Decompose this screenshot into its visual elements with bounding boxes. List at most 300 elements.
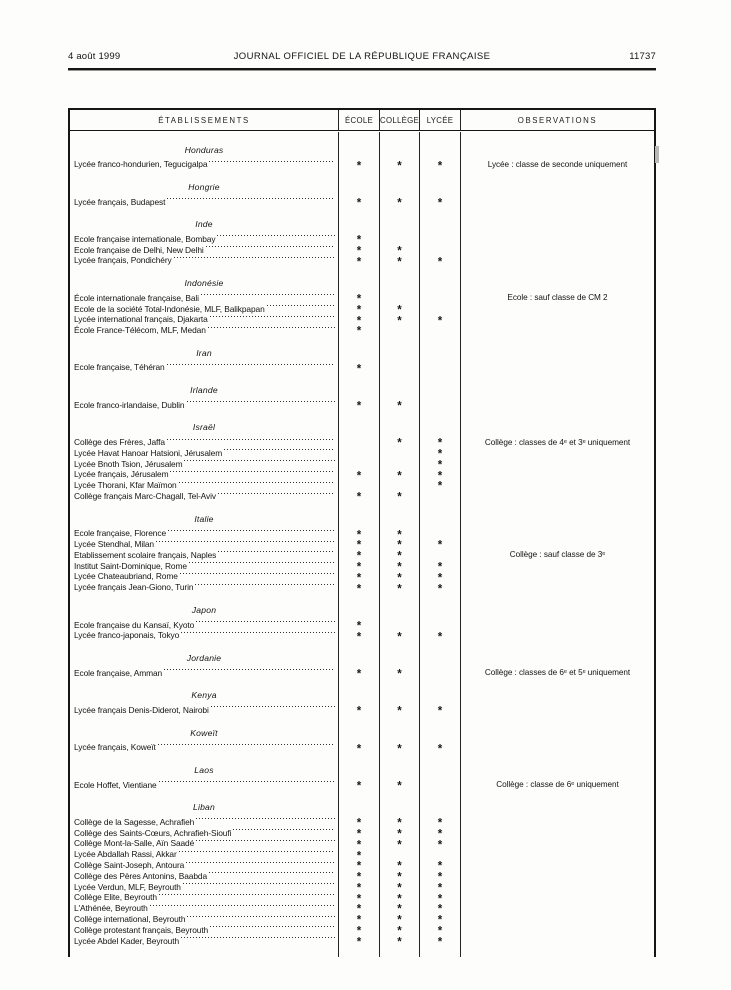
table-header-row bbox=[70, 110, 654, 131]
lycee-cell bbox=[419, 667, 460, 679]
establishment-cell bbox=[70, 255, 338, 267]
lycee-cell bbox=[419, 538, 460, 550]
ecole-cell bbox=[338, 881, 379, 893]
college-cell bbox=[379, 582, 419, 594]
ecole-cell bbox=[338, 902, 379, 914]
observations-cell bbox=[460, 196, 654, 208]
school-row bbox=[70, 935, 654, 949]
ecole-cell bbox=[338, 859, 379, 871]
asterisk-mark: * bbox=[356, 914, 362, 927]
asterisk-mark: * bbox=[356, 620, 362, 633]
country-heading: Indonésie bbox=[184, 277, 224, 288]
ecole-cell bbox=[338, 399, 379, 411]
establishment-cell bbox=[70, 582, 338, 594]
asterisk-mark: * bbox=[437, 882, 443, 895]
asterisk-mark: * bbox=[397, 160, 402, 172]
country-row bbox=[70, 715, 654, 742]
observation-text: Collège : classes de 6ᵉ et 5ᵉ uniquement bbox=[484, 668, 631, 678]
country-cell bbox=[70, 265, 338, 292]
observations-cell bbox=[460, 838, 654, 850]
country-cell bbox=[70, 752, 338, 779]
asterisk-mark: * bbox=[397, 561, 402, 574]
ecole-cell bbox=[338, 169, 379, 196]
observations-cell bbox=[460, 704, 654, 716]
country-heading: Italie bbox=[194, 513, 214, 524]
establishment-cell bbox=[70, 447, 338, 459]
establishment-cell bbox=[70, 913, 338, 925]
lycee-cell bbox=[419, 335, 460, 362]
asterisk-mark: * bbox=[397, 256, 402, 269]
lycee-cell bbox=[419, 410, 460, 437]
establishment-name: Collège Saint-Joseph, Antoura bbox=[74, 860, 185, 871]
ecole-cell bbox=[338, 678, 379, 705]
ecole-cell bbox=[338, 715, 379, 742]
asterisk-mark: * bbox=[397, 400, 402, 413]
lycee-cell bbox=[419, 859, 460, 871]
establishment-cell bbox=[70, 704, 338, 716]
observations-cell bbox=[460, 667, 654, 679]
college-cell bbox=[379, 436, 419, 448]
observations-cell bbox=[460, 410, 654, 437]
college-cell bbox=[379, 207, 419, 234]
ecole-cell bbox=[338, 255, 379, 267]
lycee-cell bbox=[419, 169, 460, 196]
ecole-cell bbox=[338, 667, 379, 679]
ecole-cell bbox=[338, 560, 379, 572]
country-row bbox=[70, 592, 654, 619]
country-cell bbox=[70, 640, 338, 667]
col-header-lycee: LYCÉE bbox=[419, 110, 460, 130]
asterisk-mark: * bbox=[397, 925, 402, 938]
observations-cell bbox=[460, 255, 654, 267]
establishment-name: Collège de la Sagesse, Achrafieh bbox=[74, 816, 195, 827]
observations-cell bbox=[460, 870, 654, 882]
asterisk-mark: * bbox=[437, 893, 443, 906]
asterisk-mark: * bbox=[437, 828, 443, 841]
asterisk-mark: * bbox=[356, 583, 362, 596]
observations-cell bbox=[460, 399, 654, 411]
observations-cell bbox=[460, 549, 654, 561]
ecole-cell bbox=[338, 630, 379, 642]
observations-cell bbox=[460, 892, 654, 904]
establishment-cell bbox=[70, 870, 338, 882]
lycee-cell bbox=[419, 752, 460, 779]
establishment-cell bbox=[70, 436, 338, 448]
college-cell bbox=[379, 630, 419, 642]
establishment-name: Lycée Havat Hanoar Hatsioni, Jérusalem bbox=[74, 447, 223, 458]
asterisk-mark: * bbox=[397, 860, 402, 873]
page-number: 11737 bbox=[629, 51, 656, 62]
school-row bbox=[70, 619, 654, 633]
asterisk-mark: * bbox=[437, 448, 443, 461]
establishment-cell bbox=[70, 859, 338, 871]
country-cell bbox=[70, 678, 338, 705]
observations-cell bbox=[460, 816, 654, 828]
asterisk-mark: * bbox=[437, 936, 443, 949]
establishment-name: Etablissement scolaire français, Naples bbox=[74, 549, 217, 560]
ecole-cell bbox=[338, 372, 379, 399]
observations-cell bbox=[460, 362, 654, 374]
asterisk-mark: * bbox=[356, 363, 362, 376]
asterisk-mark: * bbox=[356, 256, 362, 269]
establishment-name: Lycée Bnoth Tsion, Jérusalem bbox=[74, 458, 183, 469]
observations-cell bbox=[460, 827, 654, 839]
ecole-cell bbox=[338, 265, 379, 292]
school-row bbox=[70, 292, 654, 306]
observations-cell bbox=[460, 233, 654, 245]
asterisk-mark: * bbox=[437, 437, 443, 450]
observation-text: Collège : sauf classe de 3ᵉ bbox=[509, 550, 606, 560]
ecole-cell bbox=[338, 528, 379, 540]
establishment-cell bbox=[70, 469, 338, 481]
asterisk-mark: * bbox=[356, 903, 362, 916]
asterisk-mark: * bbox=[437, 561, 443, 574]
college-cell bbox=[379, 528, 419, 540]
establishment-cell bbox=[70, 935, 338, 947]
asterisk-mark: * bbox=[397, 914, 402, 927]
school-row bbox=[70, 399, 654, 413]
observations-cell bbox=[460, 924, 654, 936]
school-row bbox=[70, 436, 654, 450]
establishment-cell bbox=[70, 816, 338, 828]
observation-text: Collège : classes de 4ᵉ et 3ᵉ uniquement bbox=[484, 437, 631, 447]
school-row bbox=[70, 827, 654, 841]
ecole-cell bbox=[338, 469, 379, 481]
observations-cell bbox=[460, 372, 654, 399]
asterisk-mark: * bbox=[356, 529, 362, 542]
lycee-cell bbox=[419, 233, 460, 245]
ecole-cell bbox=[338, 849, 379, 861]
establishment-cell bbox=[70, 924, 338, 936]
college-cell bbox=[379, 314, 419, 326]
lycee-cell bbox=[419, 881, 460, 893]
establishment-name: Lycée français, Jérusalem bbox=[74, 469, 169, 480]
observations-cell bbox=[460, 324, 654, 336]
lycee-cell bbox=[419, 892, 460, 904]
college-cell bbox=[379, 410, 419, 437]
asterisk-mark: * bbox=[356, 936, 362, 949]
observations-cell bbox=[460, 582, 654, 594]
country-row bbox=[70, 335, 654, 362]
observations-cell bbox=[460, 859, 654, 871]
school-row bbox=[70, 902, 654, 916]
asterisk-mark: * bbox=[437, 839, 443, 852]
country-cell bbox=[70, 715, 338, 742]
asterisk-mark: * bbox=[397, 197, 402, 210]
asterisk-mark: * bbox=[397, 245, 402, 258]
lycee-cell bbox=[419, 362, 460, 374]
asterisk-mark: * bbox=[437, 572, 443, 585]
college-cell bbox=[379, 399, 419, 411]
college-cell bbox=[379, 742, 419, 754]
observations-cell bbox=[460, 742, 654, 754]
country-cell bbox=[70, 790, 338, 817]
lycee-cell bbox=[419, 779, 460, 791]
college-cell bbox=[379, 292, 419, 304]
ecole-cell bbox=[338, 196, 379, 208]
asterisk-mark: * bbox=[437, 583, 443, 596]
lycee-cell bbox=[419, 458, 460, 470]
lycee-cell bbox=[419, 244, 460, 256]
college-cell bbox=[379, 870, 419, 882]
college-cell bbox=[379, 233, 419, 245]
observations-cell bbox=[460, 132, 654, 159]
establishment-name: Collège protestant français, Beyrouth bbox=[74, 924, 209, 935]
establishment-cell bbox=[70, 779, 338, 791]
asterisk-mark: * bbox=[437, 871, 443, 884]
ecole-cell bbox=[338, 838, 379, 850]
establishment-cell bbox=[70, 292, 338, 304]
asterisk-mark: * bbox=[356, 315, 362, 328]
asterisk-mark: * bbox=[356, 539, 362, 552]
college-cell bbox=[379, 592, 419, 619]
lycee-cell bbox=[419, 469, 460, 481]
establishment-cell bbox=[70, 827, 338, 839]
asterisk-mark: * bbox=[397, 550, 402, 563]
school-row bbox=[70, 159, 654, 170]
establishment-name: Collège Elite, Beyrouth bbox=[74, 892, 157, 903]
lycee-cell bbox=[419, 528, 460, 540]
country-row bbox=[70, 207, 654, 234]
school-row bbox=[70, 849, 654, 860]
ecole-cell bbox=[338, 501, 379, 528]
asterisk-mark: * bbox=[397, 491, 402, 504]
lycee-cell bbox=[419, 560, 460, 572]
asterisk-mark: * bbox=[356, 325, 362, 338]
country-cell bbox=[70, 132, 338, 159]
observations-cell bbox=[460, 678, 654, 705]
ecole-cell bbox=[338, 924, 379, 936]
establishment-cell bbox=[70, 399, 338, 411]
school-row bbox=[70, 255, 654, 269]
lycee-cell bbox=[419, 630, 460, 642]
country-cell bbox=[70, 169, 338, 196]
establishment-name: Lycée Stendhal, Milan bbox=[74, 539, 154, 550]
observations-cell bbox=[460, 592, 654, 619]
asterisk-mark: * bbox=[397, 705, 402, 718]
asterisk-mark: * bbox=[397, 893, 402, 906]
college-cell bbox=[379, 501, 419, 528]
asterisk-mark: * bbox=[397, 817, 402, 830]
asterisk-mark: * bbox=[397, 304, 402, 317]
establishment-name: Ecole française, Florence bbox=[74, 528, 166, 539]
establishment-cell bbox=[70, 849, 338, 861]
establishment-cell bbox=[70, 838, 338, 850]
school-row bbox=[70, 538, 654, 552]
ecole-cell bbox=[338, 935, 379, 947]
lycee-cell bbox=[419, 678, 460, 705]
asterisk-mark: * bbox=[356, 160, 362, 172]
ecole-cell bbox=[338, 159, 379, 171]
ecole-cell bbox=[338, 490, 379, 502]
asterisk-mark: * bbox=[437, 197, 443, 210]
establishment-name: Institut Saint-Dominique, Rome bbox=[74, 560, 187, 571]
asterisk-mark: * bbox=[397, 583, 402, 596]
ecole-cell bbox=[338, 458, 379, 470]
establishment-name: Ecole française, Téhéran bbox=[74, 362, 165, 373]
observations-cell bbox=[460, 292, 654, 304]
asterisk-mark: * bbox=[397, 668, 402, 681]
asterisk-mark: * bbox=[356, 925, 362, 938]
school-row bbox=[70, 742, 654, 756]
ecole-cell bbox=[338, 436, 379, 448]
asterisk-mark: * bbox=[356, 850, 362, 862]
ecole-cell bbox=[338, 362, 379, 374]
establishment-name: Lycée international français, Djakarta bbox=[74, 314, 208, 325]
country-row bbox=[70, 640, 654, 667]
observations-cell bbox=[460, 528, 654, 540]
lycee-cell bbox=[419, 132, 460, 159]
school-row bbox=[70, 838, 654, 852]
lycee-cell bbox=[419, 571, 460, 583]
school-row bbox=[70, 630, 654, 644]
ecole-cell bbox=[338, 640, 379, 667]
ecole-cell bbox=[338, 292, 379, 304]
observations-cell bbox=[460, 303, 654, 315]
ecole-cell bbox=[338, 913, 379, 925]
ecole-cell bbox=[338, 779, 379, 791]
ecole-cell bbox=[338, 790, 379, 817]
observations-cell bbox=[460, 244, 654, 256]
lycee-cell bbox=[419, 265, 460, 292]
establishment-name: Ecole Hoffet, Vientiane bbox=[74, 779, 157, 790]
school-row bbox=[70, 667, 654, 681]
college-cell bbox=[379, 715, 419, 742]
observations-cell bbox=[460, 469, 654, 481]
asterisk-mark: * bbox=[356, 705, 362, 718]
establishment-name: Ecole de la société Total-Indonésie, MLF, Balikpapan bbox=[74, 303, 265, 314]
ecole-cell bbox=[338, 335, 379, 362]
asterisk-mark: * bbox=[397, 572, 402, 585]
establishment-cell bbox=[70, 490, 338, 502]
asterisk-mark: * bbox=[356, 828, 362, 841]
col-header-etablissements: ÉTABLISSEMENTS bbox=[158, 115, 250, 125]
school-row bbox=[70, 924, 654, 938]
asterisk-mark: * bbox=[356, 234, 362, 247]
asterisk-mark: * bbox=[397, 529, 402, 542]
observations-cell bbox=[460, 458, 654, 470]
observations-cell bbox=[460, 335, 654, 362]
establishment-cell bbox=[70, 303, 338, 315]
lycee-cell bbox=[419, 619, 460, 631]
school-row bbox=[70, 324, 654, 338]
ecole-cell bbox=[338, 870, 379, 882]
school-row bbox=[70, 314, 654, 328]
college-cell bbox=[379, 169, 419, 196]
college-cell bbox=[379, 935, 419, 947]
country-cell bbox=[70, 410, 338, 437]
school-row bbox=[70, 571, 654, 585]
college-cell bbox=[379, 619, 419, 631]
observations-cell bbox=[460, 715, 654, 742]
establishment-cell bbox=[70, 362, 338, 374]
ecole-cell bbox=[338, 582, 379, 594]
establishment-name: Lycée Chateaubriand, Rome bbox=[74, 571, 178, 582]
school-row bbox=[70, 816, 654, 830]
college-cell bbox=[379, 560, 419, 572]
asterisk-mark: * bbox=[397, 539, 402, 552]
establishment-name: L'Athénée, Beyrouth bbox=[74, 903, 148, 914]
lycee-cell bbox=[419, 742, 460, 754]
establishment-cell bbox=[70, 233, 338, 245]
asterisk-mark: * bbox=[437, 903, 443, 916]
college-cell bbox=[379, 827, 419, 839]
school-row bbox=[70, 528, 654, 542]
observations-cell bbox=[460, 447, 654, 459]
establishment-cell bbox=[70, 902, 338, 914]
asterisk-mark: * bbox=[397, 828, 402, 841]
ecole-cell bbox=[338, 827, 379, 839]
asterisk-mark: * bbox=[356, 293, 362, 306]
lycee-cell bbox=[419, 303, 460, 315]
college-cell bbox=[379, 362, 419, 374]
asterisk-mark: * bbox=[397, 903, 402, 916]
lycee-cell bbox=[419, 913, 460, 925]
observations-cell bbox=[460, 902, 654, 914]
college-cell bbox=[379, 816, 419, 828]
lycee-cell bbox=[419, 715, 460, 742]
school-row bbox=[70, 458, 654, 472]
establishment-name: Lycée français, Pondichéry bbox=[74, 255, 172, 266]
school-row bbox=[70, 244, 654, 258]
establishment-cell bbox=[70, 571, 338, 583]
scan-artifact bbox=[655, 146, 659, 163]
asterisk-mark: * bbox=[356, 668, 362, 681]
asterisk-mark: * bbox=[356, 893, 362, 906]
establishment-name: Ecole française du Kansaï, Kyoto bbox=[74, 619, 195, 630]
lycee-cell bbox=[419, 704, 460, 716]
observations-cell bbox=[460, 479, 654, 491]
lycee-cell bbox=[419, 827, 460, 839]
establishment-cell bbox=[70, 619, 338, 631]
country-row bbox=[70, 752, 654, 779]
establishment-cell bbox=[70, 458, 338, 470]
country-row bbox=[70, 790, 654, 817]
country-cell bbox=[70, 207, 338, 234]
asterisk-mark: * bbox=[356, 839, 362, 852]
school-row bbox=[70, 560, 654, 574]
country-heading: Japon bbox=[191, 604, 217, 615]
establishment-cell bbox=[70, 538, 338, 550]
college-cell bbox=[379, 159, 419, 171]
college-cell bbox=[379, 469, 419, 481]
asterisk-mark: * bbox=[437, 459, 443, 472]
asterisk-mark: * bbox=[437, 539, 443, 552]
lycee-cell bbox=[419, 255, 460, 267]
lycee-cell bbox=[419, 924, 460, 936]
college-cell bbox=[379, 490, 419, 502]
establishment-name: Collège des Saints-Cœurs, Achrafieh-Sioufi bbox=[74, 827, 232, 838]
observations-cell bbox=[460, 314, 654, 326]
country-cell bbox=[70, 501, 338, 528]
establishment-cell bbox=[70, 196, 338, 208]
establishment-name: Lycée Thorani, Kfar Maïmon bbox=[74, 480, 177, 491]
school-row bbox=[70, 913, 654, 927]
asterisk-mark: * bbox=[356, 631, 362, 644]
asterisk-mark: * bbox=[356, 871, 362, 884]
observations-cell bbox=[460, 560, 654, 572]
ecole-cell bbox=[338, 303, 379, 315]
ecole-cell bbox=[338, 816, 379, 828]
college-cell bbox=[379, 913, 419, 925]
college-cell bbox=[379, 244, 419, 256]
ecole-cell bbox=[338, 538, 379, 550]
lycee-cell bbox=[419, 816, 460, 828]
asterisk-mark: * bbox=[356, 400, 362, 413]
school-row bbox=[70, 779, 654, 793]
journal-title: JOURNAL OFFICIEL DE LA RÉPUBLIQUE FRANÇAISE bbox=[233, 51, 491, 62]
col-header-ecole: ÉCOLE bbox=[338, 110, 379, 130]
